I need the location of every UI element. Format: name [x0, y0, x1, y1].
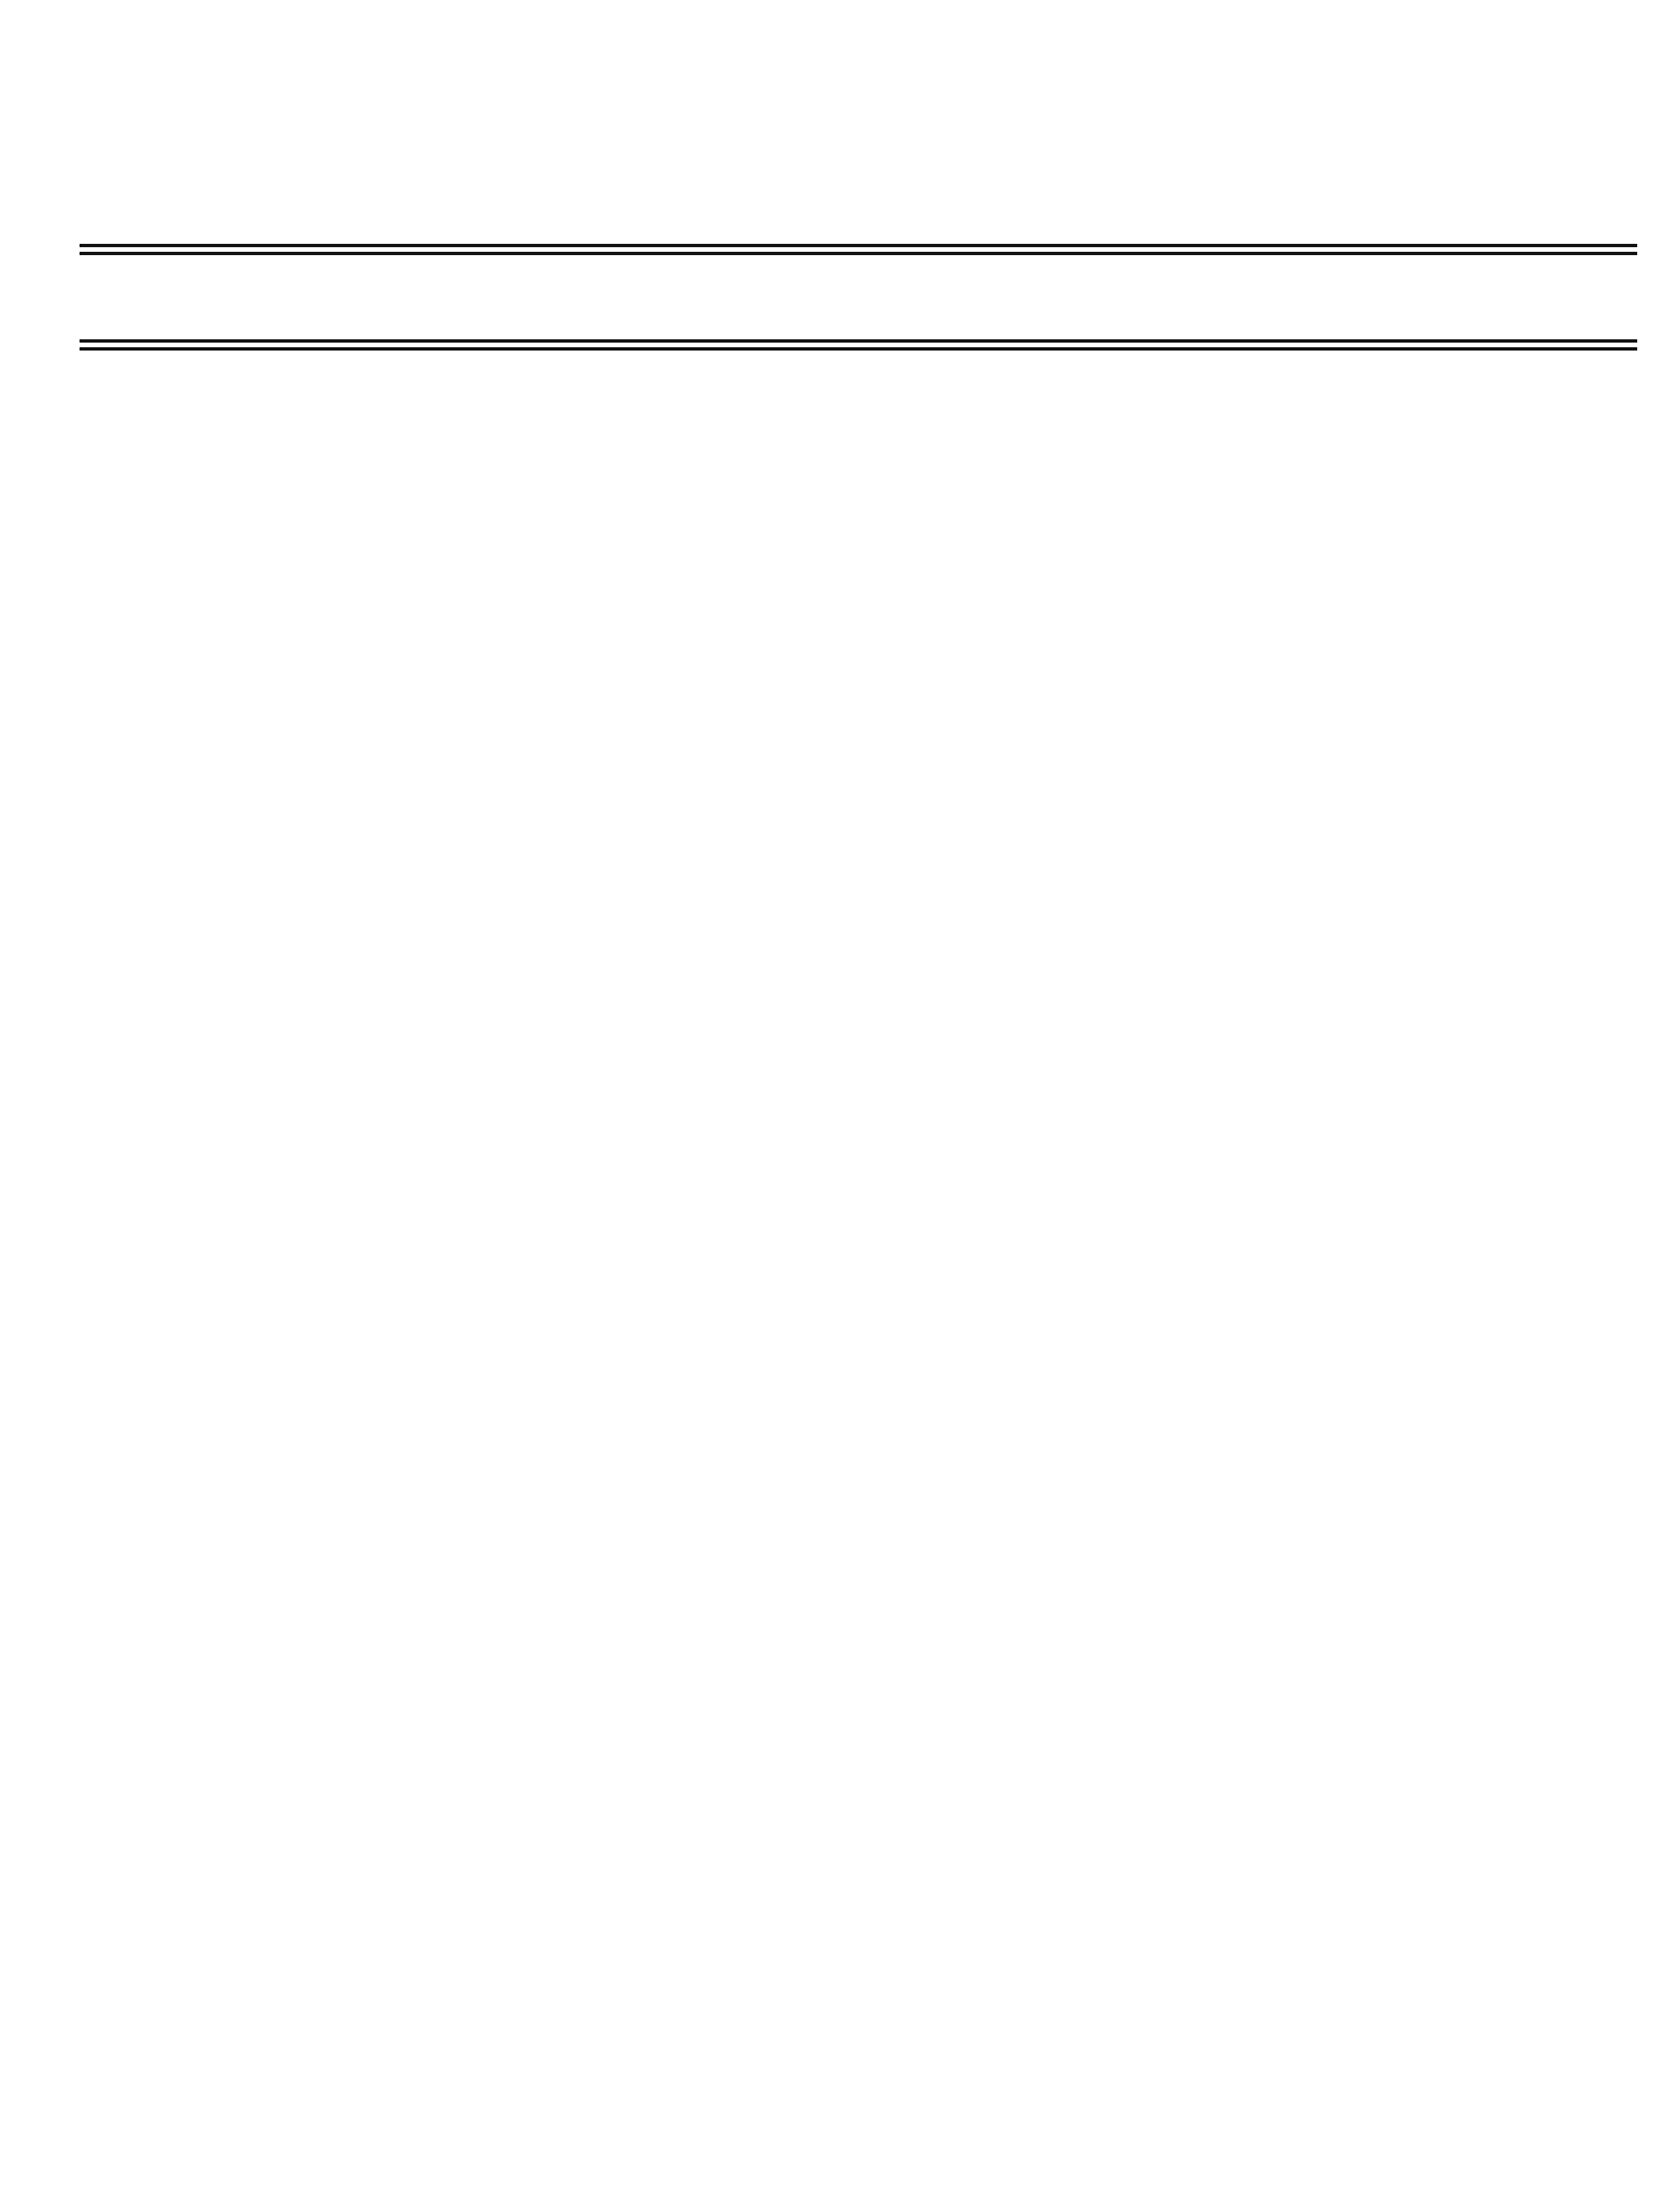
header-bottom-rule: [80, 339, 1637, 343]
header-top-rule: [80, 244, 1637, 247]
header-bottom-rule-2: [80, 347, 1637, 351]
header-top-rule-2: [80, 252, 1637, 255]
